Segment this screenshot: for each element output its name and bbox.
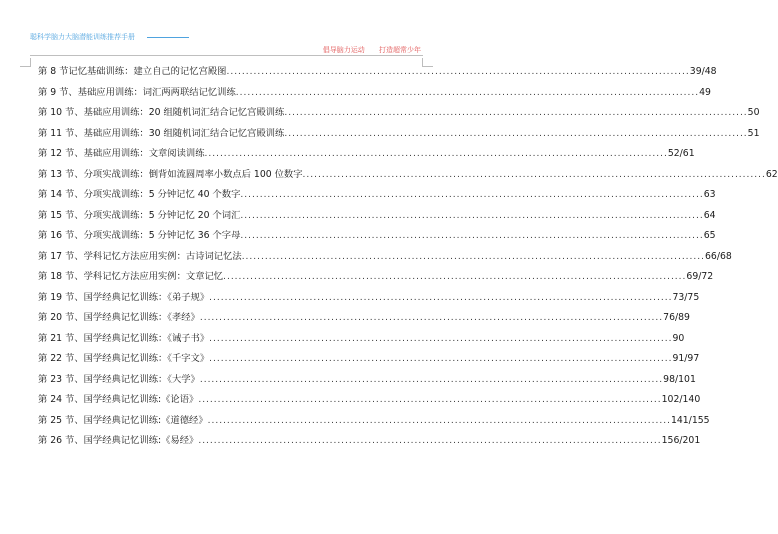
toc-entry[interactable] — [38, 103, 760, 124]
toc-entry[interactable] — [38, 370, 696, 391]
toc-entry-title: 第 11 节、基础应用训练：30 组随机词汇结合记忆宫殿训练 — [38, 127, 285, 139]
toc-entry-page: 91/97 — [672, 353, 700, 364]
header-right-slogans — [323, 45, 421, 55]
toc-leader-dots: ........................................................................................................................ — [223, 272, 687, 282]
toc-entry[interactable] — [38, 329, 685, 350]
toc-entry-title: 第 19 节、国学经典记忆训练：《弟子规》 — [38, 291, 210, 303]
toc-entry-page: 66/68 — [705, 250, 732, 262]
toc-entry[interactable] — [38, 206, 716, 227]
toc-entry-title: 第 18 节、学科记忆方法应用实例：文章记忆 — [38, 271, 224, 282]
toc-entry-title: 第 24 节、国学经典记忆训练:《论语》 — [38, 394, 199, 405]
toc-entry-title: 第 8 节记忆基础训练：建立自己的记忆宫殿图 — [38, 66, 227, 77]
toc-entry[interactable] — [38, 83, 711, 104]
toc-leader-dots: ........................................................................................................................ — [209, 292, 673, 303]
toc-entry-page: 51 — [747, 127, 760, 139]
toc-entry-title: 第 20 节、国学经典记忆训练：《孝经》 — [38, 312, 200, 323]
toc-entry[interactable] — [38, 288, 700, 309]
toc-entry-title: 第 25 节、国学经典记忆训练:《道德经》 — [38, 414, 208, 426]
toc-entry[interactable] — [38, 144, 695, 165]
toc-leader-dots: ........................................................................................................................ — [207, 415, 671, 426]
toc-entry-page: 49 — [699, 86, 711, 98]
toc-entry-page: 62 — [765, 168, 778, 180]
toc-leader-dots: ........................................................................................................................ — [240, 210, 704, 221]
table-of-contents — [38, 62, 778, 452]
toc-entry-page: 141/155 — [670, 414, 710, 426]
toc-leader-dots: ........................................................................................................................ — [198, 436, 662, 446]
toc-entry-page: 98/101 — [663, 373, 696, 385]
toc-entry[interactable] — [38, 267, 714, 288]
toc-entry-title: 第 17 节、学科记忆方法应用实例：古诗词记忆法 — [38, 250, 242, 262]
toc-entry[interactable] — [38, 349, 700, 370]
toc-leader-dots: ........................................................................................................................ — [284, 128, 748, 139]
toc-leader-dots: ........................................................................................................................ — [240, 190, 704, 200]
header-slogan-1: 倡导脑力运动 — [322, 46, 365, 54]
toc-entry[interactable] — [38, 165, 778, 186]
toc-leader-dots: ........................................................................................................................ — [199, 313, 664, 323]
toc-entry-page: 156/201 — [661, 435, 701, 446]
header-left-text: 聪科学脑力大脑潜能训练推荐手册 — [30, 33, 135, 41]
toc-leader-dots: ........................................................................................................................ — [204, 149, 668, 159]
toc-entry[interactable] — [38, 308, 690, 329]
header-divider — [30, 55, 423, 56]
toc-entry[interactable] — [38, 124, 760, 145]
toc-entry[interactable] — [38, 390, 701, 411]
toc-entry-page: 90 — [672, 332, 685, 344]
toc-entry-page: 76/89 — [663, 312, 690, 323]
toc-entry-page: 73/75 — [672, 291, 700, 303]
toc-entry-title: 第 13 节、分项实战训练：倒背如流圆周率小数点后 100 位数字 — [38, 168, 303, 180]
toc-leader-dots: ........................................................................................................................ — [198, 395, 662, 405]
toc-entry-page: 102/140 — [661, 394, 701, 405]
toc-leader-dots: ........................................................................................................................ — [284, 108, 748, 118]
toc-entry-title: 第 16 节、分项实战训练：5 分钟记忆 36 个字母 — [38, 230, 241, 241]
margin-corner-left — [20, 58, 31, 67]
toc-entry-page: 52/61 — [667, 148, 695, 159]
toc-entry-title: 第 21 节、国学经典记忆训练：《诫子书》 — [38, 332, 210, 344]
toc-entry-page: 39/48 — [689, 66, 717, 77]
toc-leader-dots: ........................................................................................................................ — [209, 354, 673, 364]
toc-entry-title: 第 10 节、基础应用训练：20 组随机词汇结合记忆宫殿训练 — [38, 107, 285, 118]
toc-leader-dots: ........................................................................................................................ — [199, 374, 664, 385]
toc-entry-title: 第 9 节、基础应用训练：词汇两两联结记忆训练 — [38, 86, 236, 98]
toc-leader-dots: ........................................................................................................................ — [226, 67, 690, 77]
toc-entry-title: 第 12 节、基础应用训练：文章阅读训练 — [38, 148, 205, 159]
toc-entry-title: 第 22 节、国学经典记忆训练：《千字文》 — [38, 353, 210, 364]
toc-entry-page: 63 — [703, 189, 716, 200]
toc-entry[interactable] — [38, 185, 716, 206]
toc-leader-dots: ........................................................................................................................ — [209, 333, 673, 344]
header-blue-rule — [147, 37, 189, 38]
toc-entry-page: 64 — [703, 209, 716, 221]
toc-leader-dots: ........................................................................................................................ — [235, 87, 700, 98]
toc-entry-title: 第 15 节、分项实战训练：5 分钟记忆 20 个词汇 — [38, 209, 241, 221]
toc-entry-page: 50 — [747, 107, 760, 118]
toc-entry[interactable] — [38, 62, 717, 83]
toc-entry-title: 第 14 节、分项实战训练：5 分钟记忆 40 个数字 — [38, 189, 241, 200]
toc-leader-dots: ........................................................................................................................ — [240, 231, 704, 241]
toc-entry-title: 第 26 节、国学经典记忆训练:《易经》 — [38, 435, 199, 446]
toc-entry[interactable] — [38, 247, 732, 268]
toc-entry[interactable] — [38, 431, 701, 452]
toc-entry[interactable] — [38, 226, 716, 247]
header-slogan-2: 打造超常少年 — [379, 46, 421, 54]
toc-entry-page: 65 — [703, 230, 716, 241]
toc-leader-dots: ........................................................................................................................ — [241, 251, 705, 262]
toc-entry-page: 69/72 — [686, 271, 714, 282]
toc-leader-dots: ........................................................................................................................ — [302, 169, 766, 180]
toc-entry-title: 第 23 节、国学经典记忆训练：《大学》 — [38, 373, 200, 385]
toc-entry[interactable] — [38, 411, 710, 432]
